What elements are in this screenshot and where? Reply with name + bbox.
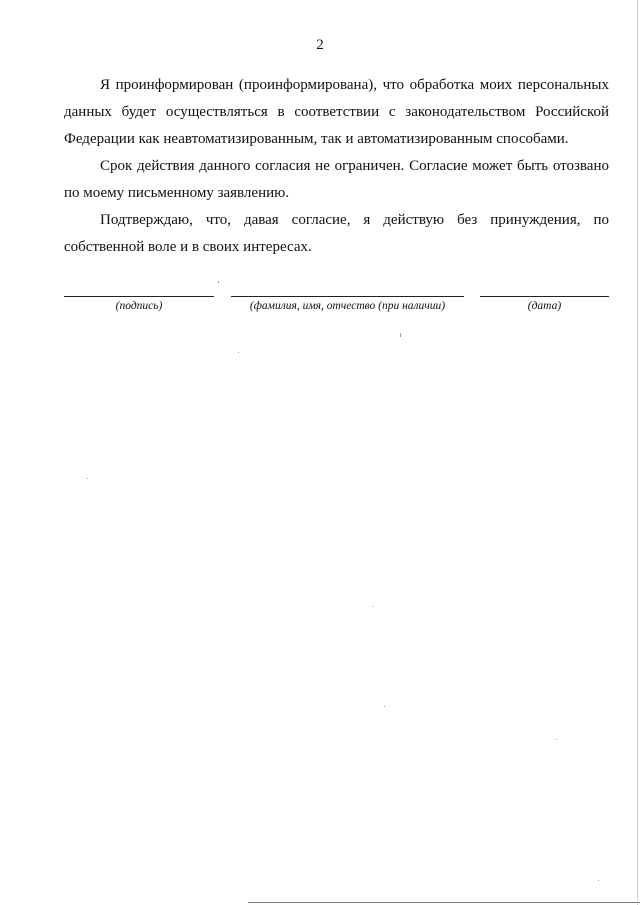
date-field — [480, 296, 609, 312]
scan-speck — [598, 880, 599, 881]
scan-right-edge — [637, 0, 638, 905]
scan-speck — [400, 333, 401, 337]
paragraph-validity-term: Срок действия данного согласия не ограничен. Согласие может быть отозвано по моему письменному заявлению. — [64, 158, 609, 201]
page-number: 2 — [316, 37, 324, 53]
date-line — [480, 296, 609, 297]
signature-field — [64, 296, 214, 312]
paragraph-processing-notice: Я проинформирован (проинформирована), что обработка моих персональных данных будет осуществляться в соответствии с законодательством Российской Федерации как неавтоматизированным, так и автоматизированным способами. — [64, 77, 609, 147]
signature-line — [64, 296, 214, 297]
signature-row — [64, 296, 609, 326]
scan-speck — [556, 739, 557, 740]
scan-speck — [372, 606, 373, 607]
scan-speck — [87, 478, 88, 479]
scan-speck — [218, 281, 219, 283]
signature-caption: (подпись) — [115, 300, 163, 312]
full-name-line — [231, 296, 464, 297]
scan-bottom-edge — [248, 902, 640, 903]
full-name-field — [231, 296, 464, 312]
paragraph-confirmation: Подтверждаю, что, давая согласие, я действую без принуждения, по собственной воле и в своих интересах. — [64, 212, 609, 255]
consent-text — [64, 72, 609, 261]
scan-speck — [238, 352, 239, 353]
full-name-caption: (фамилия, имя, отчество (при наличии) — [249, 300, 446, 312]
date-caption: (дата) — [527, 300, 562, 312]
scan-speck — [384, 706, 385, 707]
